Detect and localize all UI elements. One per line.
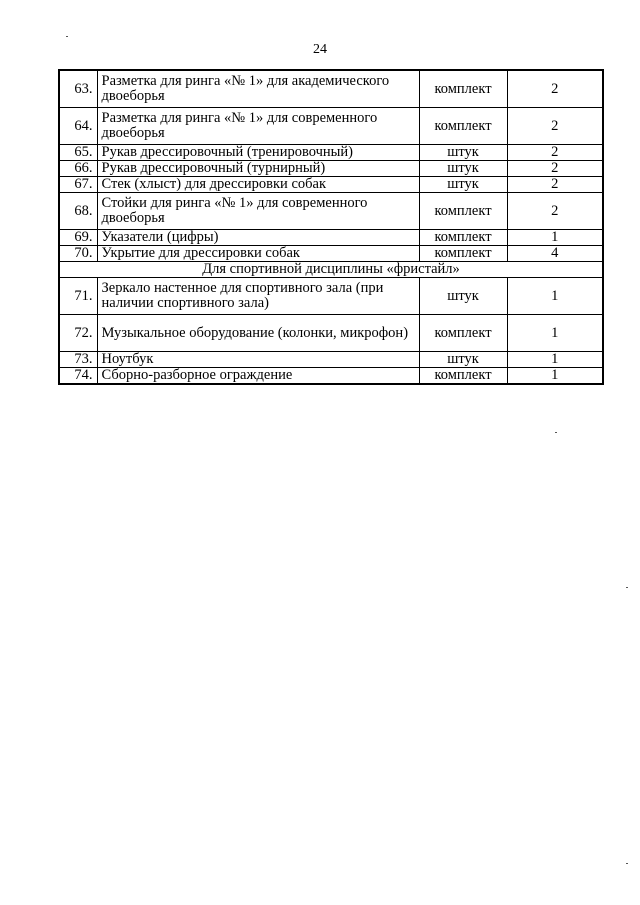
item-unit: комплект [419,70,507,108]
row-number: 70. [59,246,97,262]
item-name: Разметка для ринга «№ 1» для современного двоеборья [97,108,419,145]
item-quantity: 2 [507,161,603,177]
table-row [59,70,603,108]
item-quantity: 2 [507,70,603,108]
item-quantity: 1 [507,352,603,368]
item-unit: комплект [419,108,507,145]
item-quantity: 2 [507,108,603,145]
item-name: Сборно-разборное ограждение [97,368,419,385]
item-name: Стойки для ринга «№ 1» для современного двоеборья [97,193,419,230]
item-quantity: 2 [507,145,603,161]
table-row [59,352,603,368]
item-name: Указатели (цифры) [97,230,419,246]
equipment-table [58,69,604,385]
row-number: 74. [59,368,97,385]
item-unit: комплект [419,193,507,230]
item-name: Разметка для ринга «№ 1» для академического двоеборья [97,70,419,108]
scan-speck [626,587,628,588]
row-number: 69. [59,230,97,246]
item-quantity: 1 [507,368,603,385]
table-row [59,177,603,193]
row-number: 63. [59,70,97,108]
row-number: 72. [59,315,97,352]
item-name: Ноутбук [97,352,419,368]
scan-speck [555,432,557,433]
page-number: 24 [313,42,327,57]
item-name: Зеркало настенное для спортивного зала (при наличии спортивного зала) [97,278,419,315]
item-unit: штук [419,161,507,177]
item-name: Рукав дрессировочный (тренировочный) [97,145,419,161]
table-row [59,161,603,177]
item-name: Музыкальное оборудование (колонки, микрофон) [97,315,419,352]
row-number: 68. [59,193,97,230]
table-row [59,368,603,385]
section-header-row [59,262,603,278]
item-unit: комплект [419,246,507,262]
table-row [59,230,603,246]
item-unit: комплект [419,368,507,385]
section-title: Для спортивной дисциплины «фристайл» [59,262,603,278]
row-number: 65. [59,145,97,161]
scan-speck [626,863,628,864]
item-name: Укрытие для дрессировки собак [97,246,419,262]
table-row [59,278,603,315]
item-unit: штук [419,177,507,193]
item-quantity: 2 [507,193,603,230]
table-row [59,193,603,230]
item-name: Стек (хлыст) для дрессировки собак [97,177,419,193]
item-unit: комплект [419,230,507,246]
item-quantity: 4 [507,246,603,262]
item-name: Рукав дрессировочный (турнирный) [97,161,419,177]
item-unit: штук [419,352,507,368]
row-number: 66. [59,161,97,177]
table-row [59,315,603,352]
item-unit: комплект [419,315,507,352]
row-number: 73. [59,352,97,368]
item-unit: штук [419,145,507,161]
table-row [59,246,603,262]
table-row [59,108,603,145]
scan-speck [66,36,68,37]
item-unit: штук [419,278,507,315]
item-quantity: 1 [507,278,603,315]
row-number: 67. [59,177,97,193]
item-quantity: 1 [507,230,603,246]
row-number: 64. [59,108,97,145]
row-number: 71. [59,278,97,315]
table-row [59,145,603,161]
item-quantity: 1 [507,315,603,352]
item-quantity: 2 [507,177,603,193]
